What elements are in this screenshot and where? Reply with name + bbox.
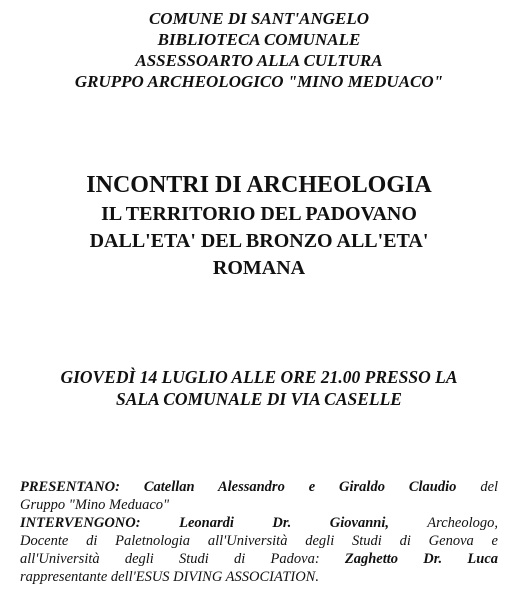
esus-line: rappresentante dell'ESUS DIVING ASSOCIATION. [20,569,319,585]
padova-line [20,550,498,568]
presentano-label: PRESENTANO: [20,479,120,495]
intervengono-name: Leonardi Dr. Giovanni, [179,515,390,531]
subtitle-line-1: IL TERRITORIO DEL PADOVANO [101,203,417,225]
intervengono-role: Archeologo, [427,515,498,531]
header-gruppo: GRUPPO ARCHEOLOGICO "MINO MEDUACO" [74,72,444,91]
docente-line: Docente di Paletnologia all'Università degli Studi di Genova e [20,533,498,549]
zaghetto-name: Zaghetto Dr. Luca [344,551,498,567]
organizer-header [0,8,518,92]
header-comune: COMUNE DI SANT'ANGELO [148,9,370,28]
header-biblioteca: BIBLIOTECA COMUNALE [157,30,361,49]
subtitle-line-2: DALL'ETA' DEL BRONZO ALL'ETA' [89,230,429,252]
event-details [0,366,518,410]
presentano-line [20,478,498,496]
event-date-time: GIOVEDÌ 14 LUGLIO ALLE ORE 21.00 PRESSO LA [60,367,458,387]
presentano-group-line: Gruppo "Mino Meduaco" [20,497,170,513]
main-title: INCONTRI DI ARCHEOLOGIA [86,172,432,198]
presentano-tail: del [480,479,498,495]
header-assessorato: ASSESSOARTO ALLA CULTURA [135,51,383,70]
subtitle-line-3: ROMANA [212,257,306,279]
presentano-names: Catellan Alessandro e Giraldo Claudio [143,479,457,495]
event-venue: SALA COMUNALE DI VIA CASELLE [116,389,402,409]
speakers-paragraph [20,478,498,586]
title-block [0,170,518,282]
padova-text: all'Università degli Studi di Padova: [20,551,320,567]
intervengono-line [20,514,498,532]
intervengono-label: INTERVENGONO: [20,515,141,531]
